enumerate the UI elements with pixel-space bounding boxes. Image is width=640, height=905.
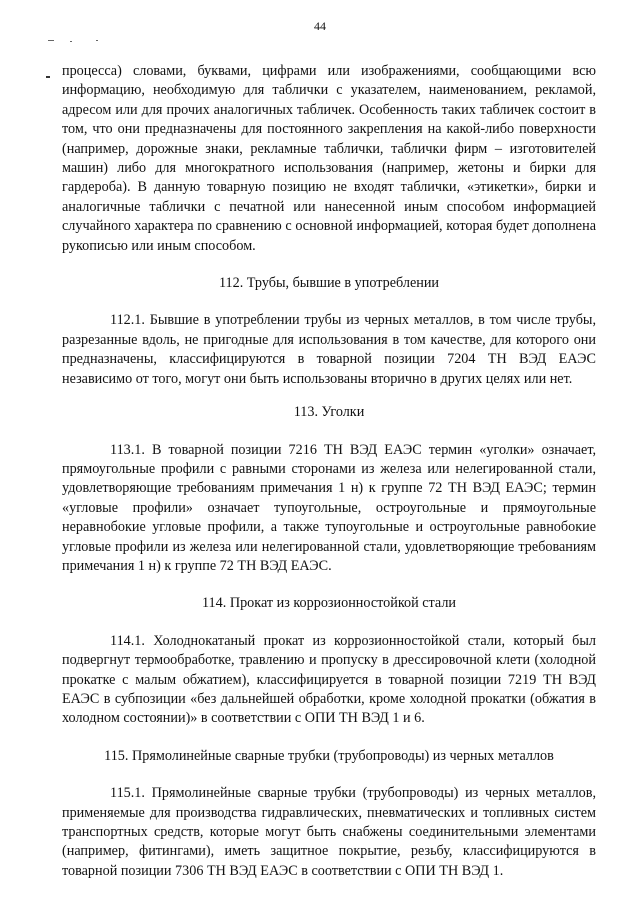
- paragraph-112-1: 112.1. Бывшие в употреблении трубы из черных металлов, в том числе трубы, разрезанные вдоль, не пригодные для использования в том качестве, для которого они предназначены, классифицируются в товарной позиции 7204 ТН ВЭД ЕАЭС независимо от того, могут они быть использованы вторично в других целях или нет.: [62, 312, 596, 387]
- margin-mark: [46, 76, 50, 78]
- document-body: [62, 62, 596, 881]
- paragraph-115-1: 115.1. Прямолинейные сварные трубки (трубопроводы) из черных металлов, применяемые для производства гидравлических, пневматических и топливных систем транспортных средств, которые могут быть снабжены соединительными элементами (например, фитингами), иметь защитное покрытие, резьбу, классифицируются в товарной позиции 7306 ТН ВЭД ЕАЭС в соответствии с ОПИ ТН ВЭД 1.: [62, 785, 596, 879]
- section-heading-114: 114. Прокат из коррозионностойкой стали: [201, 595, 456, 612]
- section-heading-112: 112. Трубы, бывшие в употреблении: [218, 275, 440, 292]
- section-heading-113: 113. Уголки: [293, 404, 365, 421]
- paragraph-intro: процесса) словами, буквами, цифрами или изображениями, сообщающими всю информацию, необходимую для таблички с указателем, наименованием, рекламой, адресом или для прочих аналогичных табличек. Особенность таких табличек состоит в том, что они предназначены для постоянного закрепления на какой-либо поверхности (например, дорожные знаки, рекламные таблички, таблички фирм – изготовителей машин) либо для многократного использования (например, жетоны и бирки для гардероба). В данную товарную позицию не входят таблички, «этикетки», бирки и аналогичные таблички с печатной или нанесенной иным способом информацией случайного характера по сравнению с основной информацией, которая будет дополнена рукописью или иным способом.: [62, 63, 596, 254]
- scan-mark: [96, 40, 98, 41]
- page-number: 44: [314, 19, 326, 33]
- paragraph-113-1: 113.1. В товарной позиции 7216 ТН ВЭД ЕАЭС термин «уголки» означает, прямоугольные профили с равными сторонами из железа или нелегированной стали, удовлетворяющие требованиям примечания 1 н) к группе 72 ТН ВЭД ЕАЭС; термин «угловые профили» означает тупоугольные, остроугольные и прямоугольные неравнобокие угловые профили, а также тупоугольные и остроугольные равнобокие угловые профили из железа или нелегированной стали, удовлетворяющие требованиям примечания 1 н) к группе 72 ТН ВЭД ЕАЭС.: [62, 441, 596, 574]
- section-heading-115: 115. Прямолинейные сварные трубки (трубопроводы) из черных металлов: [104, 747, 554, 764]
- paragraph-114-1: 114.1. Холоднокатаный прокат из коррозионностойкой стали, который был подвергнут термообработке, травлению и пропуску в дрессировочной клети (холодной прокатке с малым обжатием), классифицируется в товарной позиции 7219 ТН ВЭД ЕАЭС в субпозиции «без дальнейшей обработки, кроме холодной прокатки (обжатия в холодном состоянии)» в соответствии с ОПИ ТН ВЭД 1 и 6.: [62, 632, 596, 727]
- scan-mark: [48, 40, 54, 41]
- scan-mark: [70, 41, 72, 42]
